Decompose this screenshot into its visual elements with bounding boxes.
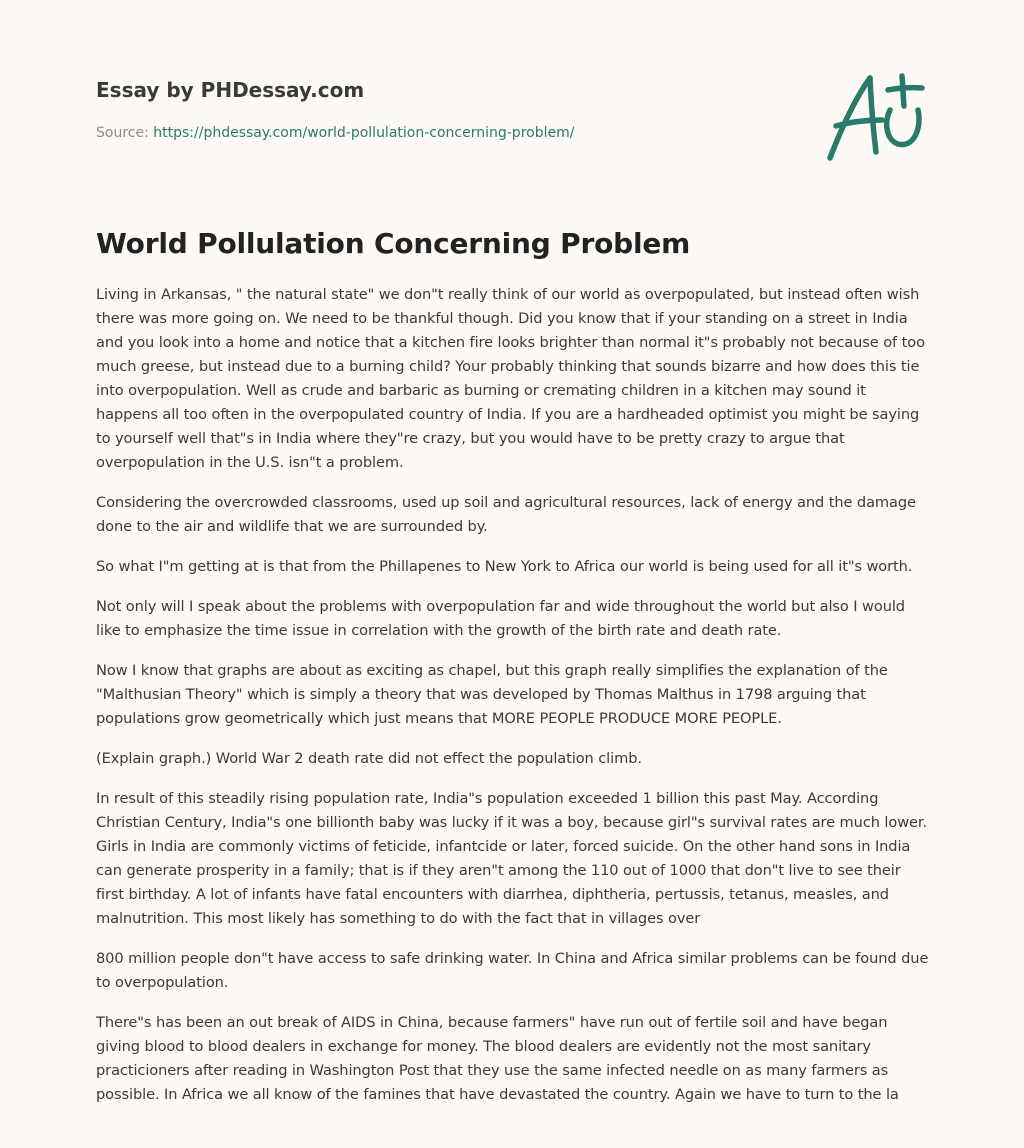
essay-paragraph: Living in Arkansas, " the natural state" we don"t really think of our world as overpopulated, but instead often wish there was more going on. We need to be thankful though. Did you know that if your standing on a street in India and you look into a home and notice that a kitchen fire looks brighter than normal it"s probably not because of too much greese, but instead due to a burning child? Your probably thinking that sounds bizarre and how does this tie into overpopulation. Well as crude and barbaric as burning or cremating children in a kitchen may sound it happens all too often in the overpopulated country of India. If you are a hardheaded optimist you might be saying to yourself well that"s in India where they"re crazy, but you would have to be pretty crazy to argue that overpopulation in the U.S. isn"t a problem. (96, 286, 925, 471)
essay-title: World Pollulation Concerning Problem (96, 227, 691, 260)
source-label: Source: (96, 125, 154, 141)
essay-paragraph: 800 million people don"t have access to safe drinking water. In China and Africa similar problems can be found due to overpopulation. (96, 950, 929, 991)
brand-title: Essay by PHDessay.com (96, 78, 365, 102)
essay-paragraph: There"s has been an out break of AIDS in China, because farmers" have run out of fertile soil and have began giving blood to blood dealers in exchange for money. The blood dealers are evidently not the most sanitary practicioners after reading in Washington Post that they use the same infected needle on as many farmers as possible. In Africa we all know of the famines that have devastated the country. Again we have to turn to the la (96, 1014, 899, 1103)
essay-paragraph: Considering the overcrowded classrooms, used up soil and agricultural resources, lack of energy and the damage done to the air and wildlife that we are surrounded by. (96, 494, 916, 535)
a-plus-logo-icon (824, 70, 928, 164)
essay-paragraph: Now I know that graphs are about as exciting as chapel, but this graph really simplifies the explanation of the "Malthusian Theory" which is simply a theory that was developed by Thomas Malthus in 1798 arguing that populations grow geometrically which just means that MORE PEOPLE PRODUCE MORE PEOPLE. (96, 662, 888, 727)
source-link[interactable]: https://phdessay.com/world-pollulation-concerning-problem/ (153, 125, 575, 141)
essay-paragraph: (Explain graph.) World War 2 death rate did not effect the population climb. (96, 750, 642, 767)
source-line (96, 123, 932, 143)
essay-paragraph: So what I"m getting at is that from the Phillapenes to New York to Africa our world is being used for all it"s worth. (96, 558, 913, 575)
essay-header (96, 76, 932, 166)
essay-page (96, 0, 932, 1148)
essay-paragraph: In result of this steadily rising population rate, India"s population exceeded 1 billion this past May. According Christian Century, India"s one billionth baby was lucky if it was a boy, because girl"s survival rates are much lower. Girls in India are commonly victims of feticide, infantcide or later, forced suicide. On the other hand sons in India can generate prosperity in a family; that is if they aren"t among the 110 out of 1000 that don"t live to see their first birthday. A lot of infants have fatal encounters with diarrhea, diphtheria, pertussis, tetanus, measles, and malnutrition. This most likely has something to do with the fact that in villages over (96, 790, 928, 927)
essay-body (96, 283, 932, 1123)
essay-paragraph: Not only will I speak about the problems with overpopulation far and wide throughout the world but also I would like to emphasize the time issue in correlation with the growth of the birth rate and death rate. (96, 598, 905, 639)
